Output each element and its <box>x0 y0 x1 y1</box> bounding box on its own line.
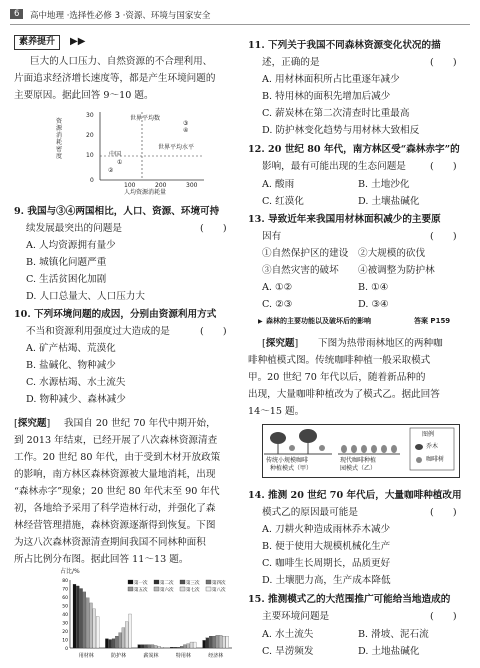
q15-option-b[interactable]: B. 滑坡、泥石流 <box>358 629 429 640</box>
q14-paren: ( ) <box>430 507 457 518</box>
bar <box>141 645 144 648</box>
coffee-legend-coffee: 咖啡树 <box>426 456 445 463</box>
legend-swatch <box>128 587 133 591</box>
q9-option-a[interactable]: A. 人均资源拥有量少 <box>26 240 116 251</box>
explore2-line-2: 啡种植模式图。传统咖啡种植一般采取模式 <box>248 355 431 366</box>
bar <box>148 645 151 648</box>
q14-stem-1: 14. 推测 20 世纪 70 年代后，大量咖啡种植改用 <box>248 490 462 501</box>
q14-option-d[interactable]: D. 土壤肥力高，生产成本降低 <box>262 575 391 586</box>
bar <box>154 645 157 648</box>
coffee-legend-tree: 乔木 <box>426 443 439 450</box>
intro-line-1: 巨大的人口压力、自然资源的不合理利用、 <box>30 56 213 67</box>
q12-option-d[interactable]: D. 土壤盐碱化 <box>358 196 420 207</box>
bar <box>90 603 93 648</box>
bar-ytick: 40 <box>62 613 68 618</box>
explore1-line-7: 林经营管理措施，森林资源逐渐得到恢复。下图 <box>14 520 216 531</box>
q13-paren: ( ) <box>430 231 457 242</box>
bar <box>73 584 76 648</box>
explore1-line-5: “森林赤字”现象；20 世纪 80 年代末至 90 年代 <box>14 486 220 497</box>
note-answer: 答案 P159 <box>414 317 451 325</box>
explore2-line-4: 出现，大量咖啡种植改为了模式乙。据此回答 <box>248 389 440 400</box>
q9-paren: ( ) <box>200 223 227 234</box>
bar-ylabel: 占比/% <box>60 568 80 575</box>
bar <box>86 598 89 648</box>
mode-b-bushes <box>338 445 400 454</box>
q12-option-c[interactable]: C. 红漠化 <box>262 196 304 207</box>
q15-paren: ( ) <box>430 611 457 622</box>
section-badge: 素养提升 <box>14 35 60 50</box>
bar <box>226 636 229 648</box>
q13-item-4: ④被调整为防护林 <box>358 265 435 276</box>
ytick-0: 0 <box>90 177 94 184</box>
q10-option-b[interactable]: B. 盐碱化、物种减少 <box>26 360 116 371</box>
q10-stem-2: 不当和资源利用强度过大造成的是 <box>26 326 170 337</box>
bar <box>76 586 79 648</box>
intro-line-2: 片面追求经济增长速度等，都是产生环境问题的 <box>14 73 216 84</box>
explore2-line-5: 14～15 题。 <box>248 406 305 417</box>
legend-swatch <box>154 587 159 591</box>
bar <box>115 636 118 648</box>
legend-label: 第八次 <box>212 588 226 593</box>
q12-option-b[interactable]: B. 土地沙化 <box>358 179 410 190</box>
header <box>10 8 470 26</box>
bar <box>80 589 83 649</box>
q11-stem-1: 11. 下列关于我国不同森林资源变化状况的描 <box>248 40 441 51</box>
label-china: 中国 <box>109 151 122 158</box>
bar <box>144 645 147 648</box>
explore1-line-8: 为这八次森林资源清查期间我国不同林种面积 <box>14 537 206 548</box>
bar <box>138 645 141 648</box>
intro-line-3: 主要原因。据此回答 9～10 题。 <box>14 90 154 101</box>
bar <box>161 647 164 648</box>
q11-option-d[interactable]: D. 防护林变化趋势与用材林大致相反 <box>262 125 420 136</box>
q11-option-b[interactable]: B. 特用林的面积先增加后减少 <box>262 91 391 102</box>
bar-category-label: 防护林 <box>111 653 127 659</box>
legend-swatch <box>206 580 211 584</box>
bar <box>96 617 99 648</box>
q13-option-d[interactable]: D. ③④ <box>358 299 389 310</box>
q13-option-b[interactable]: B. ①④ <box>358 282 389 293</box>
bar <box>209 636 212 648</box>
explore2-line-3: 甲。20 世纪 70 年代以后，随着新品种的 <box>248 372 426 383</box>
bar <box>93 609 96 648</box>
point-1: ① <box>117 159 123 166</box>
legend-label: 第七次 <box>186 588 200 593</box>
q12-stem-2: 影响，最有可能出现的生态问题是 <box>262 161 406 172</box>
legend-swatch <box>206 587 211 591</box>
bar-ytick: 0 <box>65 647 68 652</box>
q12-stem-1: 12. 20 世纪 80 年代，南方林区受“森林赤字”的 <box>248 144 460 155</box>
explore1-line-1: 我国自 20 世纪 70 年代中期开始， <box>64 418 216 429</box>
bar-category-label: 经济林 <box>208 653 224 659</box>
q10-stem-1: 10. 下列环境问题的成因，分别由资源利用方式 <box>14 309 217 320</box>
explore1-line-3: 工作。20 世纪 80 年代，由于受到木材开放政策 <box>14 452 221 463</box>
explore2-line-1: 下图为热带雨林地区的两种咖 <box>318 338 443 349</box>
point-3: ③ <box>183 120 189 127</box>
q10-option-d[interactable]: D. 物种减少、森林减少 <box>26 394 126 405</box>
bar <box>187 644 190 648</box>
bar-ytick: 10 <box>62 638 68 644</box>
q9-option-c[interactable]: C. 生活贫困化加剧 <box>26 274 107 285</box>
q10-option-c[interactable]: C. 水源枯竭、水土流失 <box>26 377 126 388</box>
bar <box>119 633 122 648</box>
q10-paren: ( ) <box>200 326 227 337</box>
q11-option-c[interactable]: C. 薪炭林在第二次清查时比重最高 <box>262 108 410 119</box>
explore1-tag: [探究题] <box>14 418 51 429</box>
ytick-30: 30 <box>86 112 94 119</box>
bar <box>151 645 154 648</box>
bar-category-label: 特用林 <box>175 653 191 659</box>
bar-category-label: 薪炭林 <box>143 653 159 659</box>
bar <box>177 647 180 648</box>
ytick-20: 20 <box>86 132 94 139</box>
legend-label: 第二次 <box>160 581 174 586</box>
q9-stem-1: 9. 我国与③④两国相比，人口、资源、环境可持 <box>14 206 220 217</box>
q11-option-a[interactable]: A. 用材林面积所占比重逐年减少 <box>262 74 400 85</box>
bar <box>129 614 132 648</box>
q13-item-1: ①自然保护区的建设 <box>262 248 349 259</box>
bar <box>193 642 196 648</box>
bar <box>213 636 216 648</box>
bar <box>105 639 108 648</box>
bar-chart <box>56 574 234 660</box>
explore1-line-4: 的影响，南方林区森林资源被大量地消耗，出现 <box>14 469 216 480</box>
bar-ytick: 50 <box>62 604 68 610</box>
q15-option-a[interactable]: A. 水土流失 <box>262 629 314 640</box>
mode-a-label-1: 传统小规模咖啡 <box>266 457 309 464</box>
q14-option-c[interactable]: C. 咖啡生长周期长，品质更好 <box>262 558 391 569</box>
note-arrow-icon: ▶ <box>258 318 263 325</box>
q15-option-d[interactable]: D. 土地盐碱化 <box>358 646 420 657</box>
bar <box>83 592 86 648</box>
legend-swatch <box>180 580 185 584</box>
explore1-line-9: 所占比例分布图。据此回答 11～13 题。 <box>14 554 189 565</box>
badge-arrow-icon: ▶▶ <box>70 36 86 47</box>
mode-b-label-1: 现代咖啡种植 <box>340 457 377 464</box>
point-2: ② <box>108 167 114 174</box>
q13-item-2: ②大规模的砍伐 <box>358 248 426 259</box>
q11-paren: ( ) <box>430 57 457 68</box>
q13-stem-1: 13. 导致近年来我国用材林面积减少的主要原 <box>248 214 441 225</box>
scatter-xlabel: 人均资源消耗量 <box>124 189 167 196</box>
q13-option-c[interactable]: C. ②③ <box>262 299 293 310</box>
bar-ytick: 60 <box>62 596 68 601</box>
label-world-level: 世界平均水平 <box>158 144 195 151</box>
legend-swatch <box>180 587 185 591</box>
q15-option-c[interactable]: C. 旱涝频发 <box>262 646 314 657</box>
bar <box>109 640 112 649</box>
bar <box>180 646 183 648</box>
header-title: 高中地理 ·选择性必修 3 ·资源、环境与国家安全 <box>30 11 211 21</box>
ytick-10: 10 <box>86 152 94 159</box>
mode-a-label-2: 种植模式（甲） <box>270 465 313 472</box>
q9-option-b[interactable]: B. 城镇化问题严重 <box>26 257 107 268</box>
q11-stem-2: 述，正确的是 <box>262 57 320 68</box>
xtick-300: 300 <box>186 182 198 189</box>
bar <box>219 635 222 648</box>
bar-ytick: 70 <box>62 587 68 593</box>
q14-option-a[interactable]: A. 刀耕火种造成雨林乔木减少 <box>262 524 391 535</box>
q9-option-d[interactable]: D. 人口总量大、人口压力大 <box>26 291 145 302</box>
legend-label: 第四次 <box>212 581 226 586</box>
bar <box>125 622 128 648</box>
q14-option-b[interactable]: B. 便于使用大规模机械化生产 <box>262 541 391 552</box>
q9-stem-2: 续发展最突出的问题是 <box>26 223 122 234</box>
point-4: ④ <box>183 127 189 134</box>
mode-a-trees <box>264 429 332 454</box>
mode-b-label-2: 园模式（乙） <box>340 465 377 472</box>
explore1-line-6: 初，各地给予采用了科学造林行动，并强化了森 <box>14 503 216 514</box>
q15-stem-1: 15. 推测模式乙的大范围推广可能给当地造成的 <box>248 594 451 605</box>
q13-item-3: ③自然灾害的破坏 <box>262 265 339 276</box>
scatter-ylabel: 资源消耗密度 <box>56 118 63 160</box>
q14-stem-2: 模式乙的原因最可能是 <box>262 507 358 518</box>
bar <box>216 635 219 648</box>
q13-stem-2: 因有 <box>262 231 282 242</box>
q10-option-a[interactable]: A. 矿产枯竭、荒漠化 <box>26 343 116 354</box>
legend-swatch <box>128 580 133 584</box>
bar <box>170 647 173 648</box>
bar-ytick: 20 <box>62 630 68 635</box>
bar <box>190 642 193 648</box>
bar <box>174 647 177 648</box>
legend-label: 第一次 <box>134 581 148 586</box>
bar <box>206 638 209 648</box>
explore2-tag: [探究题] <box>262 338 299 349</box>
legend-swatch <box>154 580 159 584</box>
bar <box>112 639 115 648</box>
bar <box>122 628 125 648</box>
legend-label: 第五次 <box>134 588 148 593</box>
xtick-200: 200 <box>155 182 167 189</box>
xtick-100: 100 <box>124 182 136 189</box>
q12-paren: ( ) <box>430 161 457 172</box>
header-divider <box>10 24 470 25</box>
bar-category-label: 用材林 <box>78 653 94 659</box>
bar-ytick: 30 <box>62 621 68 627</box>
bar <box>203 640 206 648</box>
coffee-legend-title: 图例 <box>422 431 435 438</box>
legend-label: 第三次 <box>186 581 200 586</box>
bar-ytick: 80 <box>62 579 68 584</box>
page-number: 6 <box>10 9 23 19</box>
note-text: 森林的主要功能以及破坏后的影响 <box>266 317 371 325</box>
q12-option-a[interactable]: A. 酸雨 <box>262 179 295 190</box>
explore1-line-2: 到 2013 年结束，已经开展了八次森林资源清查 <box>14 435 218 446</box>
bar <box>158 646 161 648</box>
q13-option-a[interactable]: A. ①② <box>262 282 293 293</box>
bar <box>222 636 225 648</box>
label-world-avg: 世界平均数 <box>130 115 161 122</box>
q15-stem-2: 主要环境问题是 <box>262 611 330 622</box>
bar <box>183 645 186 648</box>
legend-label: 第六次 <box>160 588 174 593</box>
